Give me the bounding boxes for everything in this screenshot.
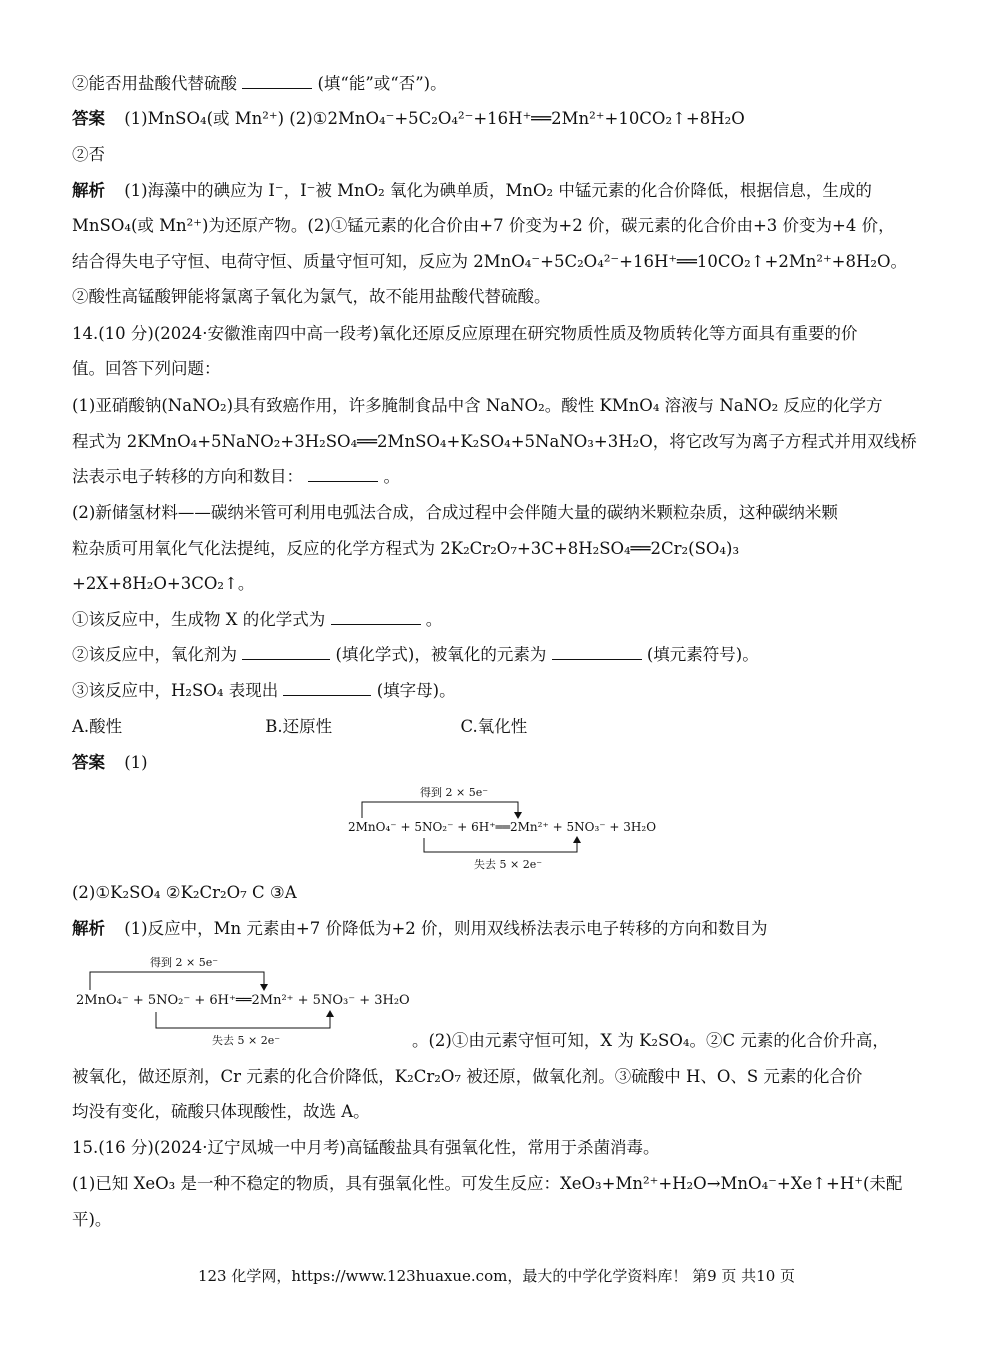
question-text: 14.(10 分)(2024·安徽淮南四中高一段考)氧化还原反应原理在研究物质性质及物质转化等方面具有重要的价 (72, 324, 858, 343)
question-text: 程式为 2KMnO₄+5NaNO₂+3H₂SO₄══2MnSO₄+K₂SO₄+5NaNO₃+3H₂O，将它改写为离子方程式并用双线桥 (72, 432, 917, 451)
answer-blank (308, 467, 378, 482)
explanation-text: (1)海藻中的碘应为 I⁻，I⁻被 MnO₂ 氧化为碘单质，MnO₂ 中锰元素的化合价降低，根据信息，生成的 (124, 181, 872, 200)
answer-text: (1) (124, 753, 148, 772)
question-text: (2)新储氢材料——碳纳米管可利用电弧法合成，合成过程中会伴随大量的碳纳米颗粒杂质，这种碳纳米颗 (72, 503, 838, 522)
question-14-title (72, 323, 921, 345)
question-line (72, 1209, 921, 1231)
explanation-line (412, 1030, 921, 1052)
answer-text: (2)①K₂SO₄ ②K₂Cr₂O₇ C ③A (72, 883, 297, 902)
question-line (72, 644, 921, 666)
option-c: C.氧化性 (460, 717, 528, 736)
question-line (72, 431, 921, 453)
question-line (72, 502, 921, 524)
question-15-title (72, 1137, 921, 1159)
answer-blank (242, 645, 330, 660)
question-text: (填“能”或“否”)。 (317, 74, 447, 93)
answer-text: ②否 (72, 145, 105, 164)
question-text: 。 (425, 610, 443, 629)
explanation-line (72, 180, 921, 202)
question-text: ②该反应中，氧化剂为 (72, 645, 237, 664)
explanation-label: 解析 (72, 919, 105, 938)
question-text: (填字母)。 (376, 681, 456, 700)
question-line (72, 395, 921, 417)
question-line (72, 573, 921, 595)
answer-blank (283, 681, 371, 696)
question-text: 15.(16 分)(2024·辽宁凤城一中月考)高锰酸盐具有强氧化性，常用于杀菌消毒。 (72, 1138, 660, 1157)
ionic-equation: 2MnO₄⁻ + 5NO₂⁻ + 6H⁺══2Mn²⁺ + 5NO₃⁻ + 3H₂O (348, 820, 657, 834)
answer-line (72, 882, 921, 904)
explanation-line (72, 251, 921, 273)
explanation-line (72, 1066, 921, 1088)
page-footer: 123 化学网，https://www.123huaxue.com，最大的中学化学资料库！ 第9 页 共10 页 (197, 1267, 796, 1285)
explanation-label: 解析 (72, 181, 105, 200)
answer-blank (331, 610, 421, 625)
answer-line (72, 752, 921, 774)
answer-line (72, 144, 921, 166)
question-text: ③该反应中，H₂SO₄ 表现出 (72, 681, 279, 700)
loss-label: 失去 5 × 2e⁻ (474, 858, 543, 871)
question-line (72, 609, 921, 631)
explanation-text: 。(2)①由元素守恒可知，X 为 K₂SO₄。②C 元素的化合价升高， (412, 1031, 889, 1050)
explanation-text: 均没有变化，硫酸只体现酸性，故选 A。 (72, 1102, 370, 1121)
answer-blank (242, 74, 312, 89)
question-line (72, 358, 921, 380)
question-text: 。 (383, 467, 400, 486)
explanation-text: ②酸性高锰酸钾能将氯离子氧化为氯气，故不能用盐酸代替硫酸。 (72, 287, 551, 306)
question-text: (填元素符号)。 (646, 645, 759, 664)
loss-label: 失去 5 × 2e⁻ (212, 1034, 281, 1047)
question-line (72, 466, 921, 488)
question-text: (1)亚硝酸钠(NaNO₂)具有致癌作用，许多腌制食品中含 NaNO₂。酸性 KMnO₄ 溶液与 NaNO₂ 反应的化学方 (72, 396, 883, 415)
question-text: 平)。 (72, 1210, 112, 1229)
option-a: A.酸性 (72, 717, 123, 736)
q13-part2-line (72, 73, 921, 95)
explanation-text: 结合得失电子守恒、电荷守恒、质量守恒可知，反应为 2MnO₄⁻+5C₂O₄²⁻+16H⁺══10CO₂↑+2Mn²⁺+8H₂O。 (72, 252, 908, 271)
double-bridge-diagram-2 (72, 952, 412, 1048)
question-text: (填化学式)，被氧化的元素为 (335, 645, 547, 664)
explanation-line (72, 1101, 921, 1123)
double-bridge-diagram (340, 782, 660, 874)
answer-label: 答案 (72, 753, 105, 772)
answer-blank (552, 645, 642, 660)
question-text: +2X+8H₂O+3CO₂↑。 (72, 574, 255, 593)
question-text: ①该反应中，生成物 X 的化学式为 (72, 610, 326, 629)
explanation-line (72, 215, 921, 237)
explanation-line (72, 918, 921, 940)
answer-line (72, 108, 921, 130)
question-text: 法表示电子转移的方向和数目： (72, 467, 303, 486)
question-line (72, 1173, 921, 1195)
gain-label: 得到 2 × 5e⁻ (420, 786, 489, 799)
answer-label: 答案 (72, 109, 105, 128)
explanation-line (72, 286, 921, 308)
explanation-text: MnSO₄(或 Mn²⁺)为还原产物。(2)①锰元素的化合价由+7 价变为+2 价，碳元素的化合价由+3 价变为+4 价， (72, 216, 895, 235)
explanation-text: (1)反应中，Mn 元素由+7 价降低为+2 价，则用双线桥法表示电子转移的方向和数目为 (124, 919, 768, 938)
ionic-equation: 2MnO₄⁻ + 5NO₂⁻ + 6H⁺══2Mn²⁺ + 5NO₃⁻ + 3H₂O (76, 993, 410, 1008)
question-text: 粒杂质可用氧化气化法提纯，反应的化学方程式为 2K₂Cr₂O₇+3C+8H₂SO₄══2Cr₂(SO₄)₃ (72, 539, 740, 558)
gain-label: 得到 2 × 5e⁻ (150, 956, 219, 969)
question-text: 值。回答下列问题： (72, 359, 221, 378)
question-line (72, 680, 921, 702)
explanation-text: 被氧化，做还原剂，Cr 元素的化合价降低，K₂Cr₂O₇ 被还原，做氧化剂。③硫酸中 H、O、S 元素的化合价 (72, 1067, 863, 1086)
question-text: ②能否用盐酸代替硫酸 (72, 74, 237, 93)
question-line (72, 538, 921, 560)
answer-text: (1)MnSO₄(或 Mn²⁺) (2)①2MnO₄⁻+5C₂O₄²⁻+16H⁺══2Mn²⁺+10CO₂↑+8H₂O (124, 109, 745, 128)
options-line (72, 716, 921, 738)
question-text: (1)已知 XeO₃ 是一种不稳定的物质，具有强氧化性。可发生反应：XeO₃+Mn²⁺+H₂O→MnO₄⁻+Xe↑+H⁺(未配 (72, 1174, 903, 1193)
option-b: B.还原性 (265, 717, 333, 736)
